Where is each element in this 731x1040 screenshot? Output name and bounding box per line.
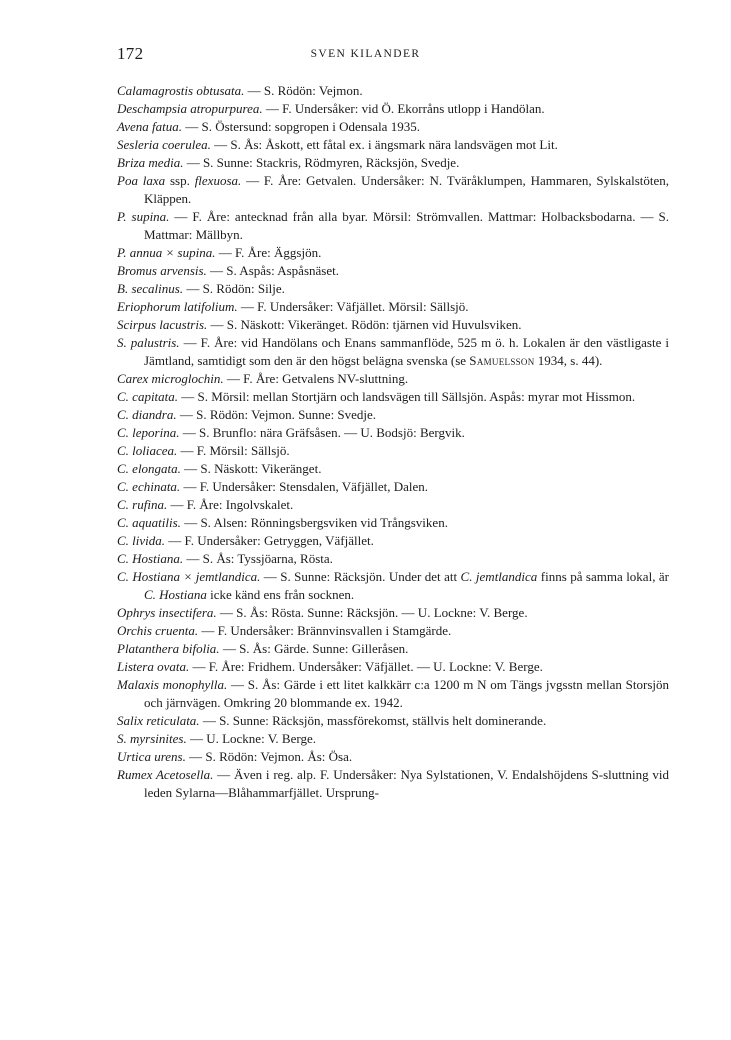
locality-text: — S. Näskott: Vikeränget. Rödön: tjärnen vid Huvulsviken. (207, 317, 522, 332)
species-entry (117, 568, 669, 604)
taxon-name: C. jemtlandica (460, 569, 538, 584)
species-entry (117, 370, 669, 388)
species-entry (117, 244, 669, 262)
locality-text: — Även i reg. alp. F. Undersåker: Nya Sylstationen, V. Endalshöjdens S-sluttning vid leden Sylarna—Blåhammarfjället. Ursprung- (144, 767, 669, 800)
taxon-name: Eriophorum latifolium. (117, 299, 238, 314)
locality-text: — F. Undersåker: vid Ö. Ekorråns utlopp i Handölan. (262, 101, 545, 116)
species-entry (117, 478, 669, 496)
taxon-name: P. annua × supina. (117, 245, 216, 260)
taxon-name: Bromus arvensis. (117, 263, 207, 278)
taxon-name: Avena fatua. (117, 119, 182, 134)
taxon-name: B. secalinus. (117, 281, 184, 296)
species-entry (117, 100, 669, 118)
taxon-name: Ophrys insectifera. (117, 605, 217, 620)
species-entry (117, 280, 669, 298)
running-title: SVEN KILANDER (310, 48, 421, 60)
species-entry (117, 604, 669, 622)
page-number: 172 (117, 44, 144, 63)
locality-text: — F. Åre: vid Handölans och Enans sammanflöde, 525 m ö. h. Lokalen är den västligaste i Jämtland, samtidigt som den är den högst belägna svenska (se (144, 335, 669, 368)
taxon-name: C. Hostiana × jemtlandica. (117, 569, 261, 584)
locality-text: — S. Sunne: Räcksjön, massförekomst, ställvis helt dominerande. (199, 713, 547, 728)
locality-text: — S. Ås: Tyssjöarna, Rösta. (183, 551, 333, 566)
locality-text: — F. Mörsil: Sällsjö. (177, 443, 290, 458)
taxon-name: C. leporina. (117, 425, 180, 440)
taxon-name: Calamagrostis obtusata. (117, 83, 245, 98)
species-entry (117, 550, 669, 568)
species-entry (117, 298, 669, 316)
locality-text: — S. Ås: Åskott, ett fåtal ex. i ängsmark nära landsvägen mot Lit. (210, 137, 558, 152)
taxon-name: Malaxis monophylla. (117, 677, 228, 692)
taxon-name: Listera ovata. (117, 659, 190, 674)
taxon-name: Sesleria coerulea. (117, 137, 211, 152)
species-entry (117, 712, 669, 730)
species-entry (117, 82, 669, 100)
taxon-name: S. myrsinites. (117, 731, 187, 746)
taxon-name: C. livida. (117, 533, 166, 548)
species-entry (117, 622, 669, 640)
taxon-name: C. elongata. (117, 461, 181, 476)
locality-text: — S. Rödön: Vejmon. Ås: Ösa. (185, 749, 353, 764)
species-entry (117, 640, 669, 658)
species-entry (117, 460, 669, 478)
taxon-name: C. diandra. (117, 407, 177, 422)
locality-text: — F. Åre: Fridhem. Undersåker: Väfjället. — U. Lockne: V. Berge. (189, 659, 543, 674)
locality-text: — F. Åre: antecknad från alla byar. Mörsil: Strömvallen. Mattmar: Holbacksbodarna. — S. Mattmar: Mällbyn. (144, 209, 669, 242)
locality-text: — S. Rödön: Silje. (183, 281, 285, 296)
locality-text: ssp. (165, 173, 195, 188)
locality-text: — U. Lockne: V. Berge. (186, 731, 316, 746)
locality-text: — S. Ås: Gärde i ett litet kalkkärr c:a 1200 m N om Tängs jvgsstn mellan Storsjön och järnvägen. Omkring 20 blommande ex. 1942. (144, 677, 669, 710)
taxon-name: Scirpus lacustris. (117, 317, 208, 332)
species-entry (117, 442, 669, 460)
taxon-name: Deschampsia atropurpurea. (117, 101, 263, 116)
locality-text: — F. Undersåker: Brännvinsvallen i Stamgärde. (198, 623, 452, 638)
locality-text: icke känd ens från socknen. (206, 587, 355, 602)
species-entry (117, 136, 669, 154)
locality-text: finns på samma lokal, är (537, 569, 669, 584)
species-entry (117, 424, 669, 442)
species-entry (117, 262, 669, 280)
species-entry (117, 766, 669, 802)
taxon-name: C. capitata. (117, 389, 179, 404)
locality-text: — F. Åre: Getvalens NV-sluttning. (223, 371, 409, 386)
locality-text: — S. Östersund: sopgropen i Odensala 1935. (182, 119, 420, 134)
species-entry (117, 118, 669, 136)
locality-text: 1934, s. 44). (534, 353, 603, 368)
locality-text: — S. Rödön: Vejmon. Sunne: Svedje. (176, 407, 377, 422)
species-entry (117, 388, 669, 406)
locality-text: — S. Sunne: Räcksjön. Under det att (260, 569, 461, 584)
locality-text: — F. Undersåker: Stensdalen, Väfjället, Dalen. (180, 479, 429, 494)
taxon-name: Salix reticulata. (117, 713, 200, 728)
taxon-name: flexuosa. (194, 173, 242, 188)
species-entry (117, 154, 669, 172)
taxon-name: S. palustris. (117, 335, 180, 350)
locality-text: — S. Näskott: Vikeränget. (180, 461, 322, 476)
locality-text: — F. Åre: Äggsjön. (215, 245, 322, 260)
taxon-name: C. echinata. (117, 479, 181, 494)
locality-text: — S. Aspås: Aspåsnäset. (206, 263, 339, 278)
species-list (117, 82, 669, 802)
species-entry (117, 748, 669, 766)
locality-text: — S. Ås: Rösta. Sunne: Räcksjön. — U. Lockne: V. Berge. (216, 605, 528, 620)
taxon-name: Platanthera bifolia. (117, 641, 220, 656)
species-entry (117, 208, 669, 244)
locality-text: — F. Undersåker: Väfjället. Mörsil: Sällsjö. (237, 299, 469, 314)
taxon-name: C. Hostiana. (117, 551, 184, 566)
taxon-name: Carex microglochin. (117, 371, 224, 386)
taxon-name: Orchis cruenta. (117, 623, 199, 638)
species-entry (117, 730, 669, 748)
taxon-name: C. rufina. (117, 497, 168, 512)
species-entry (117, 496, 669, 514)
species-entry (117, 532, 669, 550)
species-entry (117, 406, 669, 424)
taxon-name: P. supina. (117, 209, 170, 224)
taxon-name: Urtica urens. (117, 749, 186, 764)
species-entry (117, 316, 669, 334)
taxon-name: C. Hostiana (144, 587, 207, 602)
species-entry (117, 514, 669, 532)
locality-text: — F. Undersåker: Getryggen, Väfjället. (165, 533, 374, 548)
species-entry (117, 676, 669, 712)
species-entry (117, 658, 669, 676)
taxon-name: Poa laxa (117, 173, 166, 188)
locality-text: — F. Åre: Ingolvskalet. (167, 497, 294, 512)
species-entry (117, 334, 669, 370)
taxon-name: C. aquatilis. (117, 515, 181, 530)
locality-text: — S. Sunne: Stackris, Rödmyren, Räcksjön, Svedje. (183, 155, 460, 170)
taxon-name: Briza media. (117, 155, 184, 170)
locality-text: — S. Rödön: Vejmon. (244, 83, 363, 98)
locality-text: — S. Mörsil: mellan Stortjärn och landsvägen till Sällsjön. Aspås: myrar mot Hissmon. (178, 389, 636, 404)
locality-text: — F. Åre: Getvalen. Undersåker: N. Tväråklumpen, Hammaren, Sylskalstöten, Kläppen. (144, 173, 669, 206)
locality-text: — S. Brunflo: nära Gräfsåsen. — U. Bodsjö: Bergvik. (179, 425, 465, 440)
taxon-name: C. loliacea. (117, 443, 178, 458)
taxon-name: Rumex Acetosella. (117, 767, 214, 782)
locality-text: — S. Alsen: Rönningsbergsviken vid Trångsviken. (180, 515, 448, 530)
species-entry (117, 172, 669, 208)
locality-text: — S. Ås: Gärde. Sunne: Gilleråsen. (219, 641, 409, 656)
author-citation: Samuelsson (469, 353, 535, 368)
